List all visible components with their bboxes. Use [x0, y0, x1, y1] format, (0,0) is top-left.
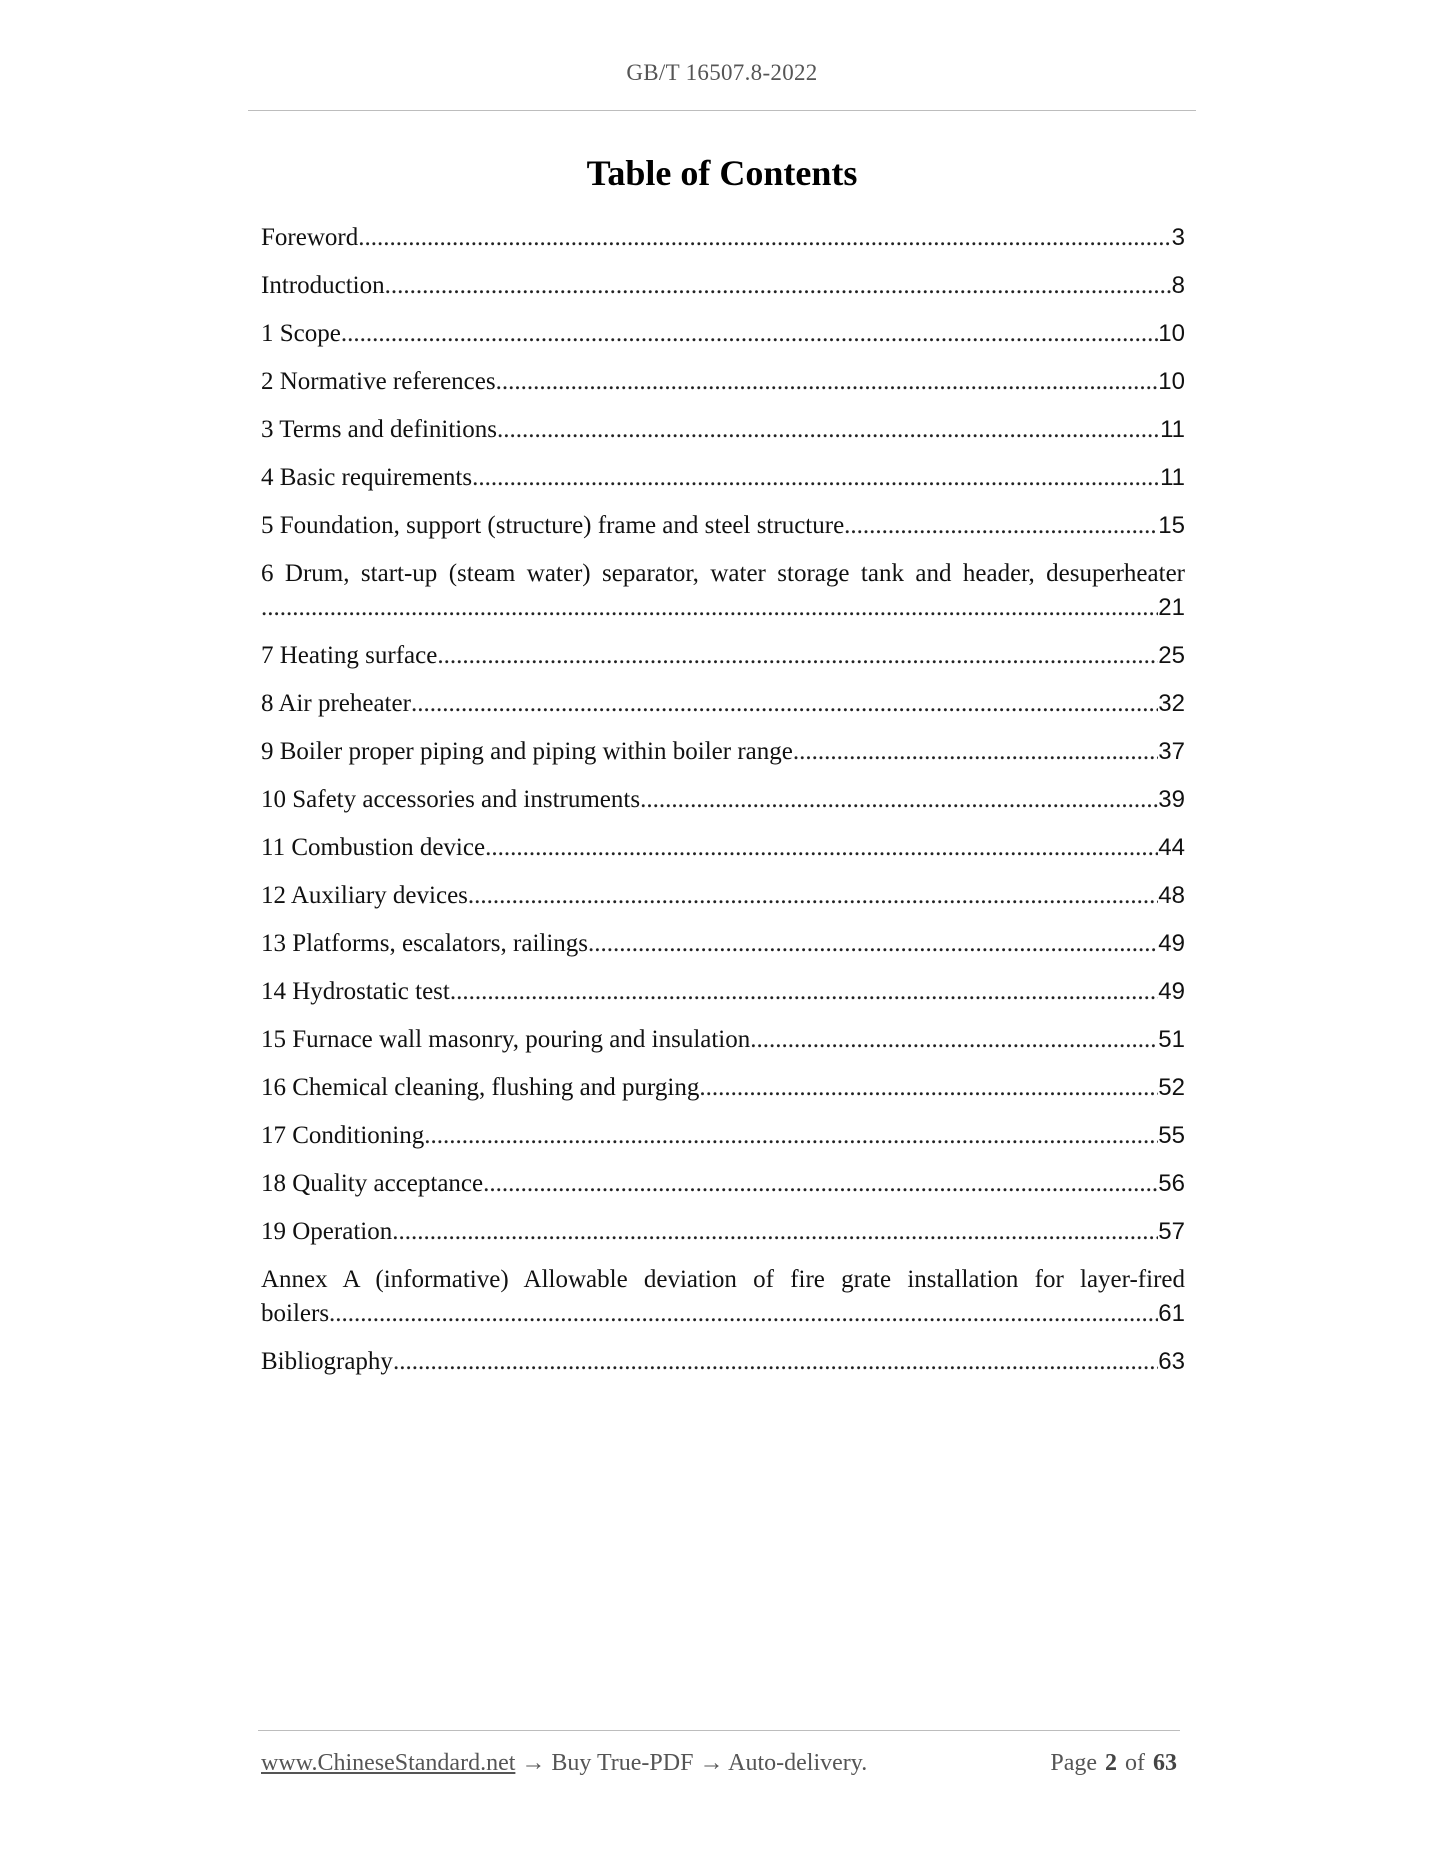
toc-entry-page: 21 — [1158, 594, 1185, 621]
toc-entry-title: 15 Furnace wall masonry, pouring and insulation — [261, 1026, 751, 1053]
dot-leader — [385, 269, 1172, 303]
dot-leader — [392, 1215, 1158, 1249]
toc-entry-safety-accessories[interactable] — [261, 783, 1185, 817]
toc-entry-title: 10 Safety accessories and instruments — [261, 786, 641, 813]
toc-entry-page: 61 — [1158, 1300, 1185, 1327]
toc-entry-title: 14 Hydrostatic test — [261, 978, 450, 1005]
toc-entry-operation[interactable] — [261, 1215, 1185, 1249]
dot-leader — [341, 317, 1158, 351]
toc-entry-hydrostatic-test[interactable] — [261, 975, 1185, 1009]
toc-entry-page: 39 — [1158, 786, 1185, 813]
toc-entry-introduction[interactable] — [261, 269, 1185, 303]
toc-entry-bibliography[interactable] — [261, 1345, 1185, 1379]
toc-entry-foundation[interactable] — [261, 509, 1185, 543]
toc-entry-title: 11 Combustion device — [261, 834, 486, 861]
toc-entry-title: 4 Basic requirements — [261, 464, 473, 491]
toc-entry-quality-acceptance[interactable] — [261, 1167, 1185, 1201]
toc-entry-title: 2 Normative references — [261, 368, 496, 395]
toc-entry-page: 44 — [1158, 834, 1185, 861]
toc-entry-page: 32 — [1158, 690, 1185, 717]
toc-entry-page: 63 — [1158, 1348, 1185, 1375]
toc-entry-page: 10 — [1158, 320, 1185, 347]
toc-entry-page: 52 — [1158, 1074, 1185, 1101]
toc-entry-foreword[interactable] — [261, 221, 1185, 255]
toc-entry-page: 11 — [1160, 416, 1185, 443]
arrow-right-icon: → — [699, 1750, 724, 1776]
toc-entry-platforms[interactable] — [261, 927, 1185, 961]
toc-entry-title: 13 Platforms, escalators, railings — [261, 930, 589, 957]
dot-leader — [750, 1023, 1158, 1057]
toc-entry-air-preheater[interactable] — [261, 687, 1185, 721]
page-title: Table of Contents — [586, 153, 858, 193]
footer-promo — [261, 1750, 867, 1777]
toc-entry-title: 7 Heating surface — [261, 642, 438, 669]
dot-leader — [588, 927, 1158, 961]
toc-entry-page: 3 — [1171, 224, 1185, 251]
dot-leader — [483, 1167, 1158, 1201]
dot-leader — [468, 879, 1158, 913]
toc-entry-page: 25 — [1158, 642, 1185, 669]
page-number — [1050, 1750, 1177, 1777]
total-pages: 63 — [1153, 1750, 1177, 1776]
toc-entry-page: 49 — [1158, 978, 1185, 1005]
dot-leader — [450, 975, 1158, 1009]
toc-entry-title: 9 Boiler proper piping and piping within boiler range — [261, 738, 793, 765]
toc-entry-annex-a[interactable] — [261, 1263, 1185, 1331]
dot-leader — [437, 639, 1158, 673]
toc-entry-page: 10 — [1158, 368, 1185, 395]
toc-entry-furnace-wall[interactable] — [261, 1023, 1185, 1057]
dot-leader — [496, 365, 1159, 399]
toc-entry-auxiliary-devices[interactable] — [261, 879, 1185, 913]
toc-entry-title: 8 Air preheater — [261, 690, 411, 717]
toc-entry-basic-requirements[interactable] — [261, 461, 1185, 495]
footer-divider — [258, 1730, 1180, 1731]
toc-entry-page: 51 — [1158, 1026, 1185, 1053]
dot-leader — [393, 1345, 1158, 1379]
toc-entry-title: 17 Conditioning — [261, 1122, 425, 1149]
arrow-right-icon: → — [521, 1750, 546, 1776]
toc-entry-conditioning[interactable] — [261, 1119, 1185, 1153]
toc-entry-title: 1 Scope — [261, 320, 341, 347]
toc-entry-scope[interactable] — [261, 317, 1185, 351]
buy-pdf-text: Buy True-PDF — [551, 1750, 694, 1776]
running-header: GB/T 16507.8-2022 — [626, 60, 818, 85]
toc-entry-page: 49 — [1158, 930, 1185, 957]
toc-entry-page: 37 — [1158, 738, 1185, 765]
toc-entry-drum[interactable] — [261, 557, 1185, 625]
toc-entry-title: 6 Drum, start-up (steam water) separator, water storage tank and header, desuperheater — [261, 560, 1185, 587]
toc-entry-heating-surface[interactable] — [261, 639, 1185, 673]
dot-leader — [485, 831, 1158, 865]
toc-entry-page: 11 — [1160, 464, 1185, 491]
of-label: of — [1125, 1750, 1145, 1776]
toc-entry-title: 3 Terms and definitions — [261, 416, 497, 443]
toc-entry-title: Introduction — [261, 272, 385, 299]
toc-entry-title: 19 Operation — [261, 1218, 393, 1245]
toc-entry-boiler-piping[interactable] — [261, 735, 1185, 769]
website-link[interactable]: www.ChineseStandard.net — [261, 1750, 516, 1776]
toc-entry-terms-and-definitions[interactable] — [261, 413, 1185, 447]
dot-leader — [793, 735, 1158, 769]
table-of-contents — [261, 221, 1185, 1393]
toc-entry-title: 5 Foundation, support (structure) frame and steel structure — [261, 512, 845, 539]
toc-entry-combustion-device[interactable] — [261, 831, 1185, 865]
dot-leader — [424, 1119, 1158, 1153]
page-label: Page — [1050, 1750, 1097, 1776]
dot-leader — [329, 1297, 1158, 1331]
dot-leader — [358, 221, 1171, 255]
dot-leader — [411, 687, 1158, 721]
toc-entry-title: Annex A (informative) Allowable deviation of fire grate installation for layer-fired — [261, 1266, 1185, 1293]
header-divider — [248, 110, 1196, 111]
current-page: 2 — [1105, 1750, 1117, 1776]
toc-entry-page: 55 — [1158, 1122, 1185, 1149]
dot-leader — [699, 1071, 1158, 1105]
toc-entry-title: 18 Quality acceptance — [261, 1170, 484, 1197]
toc-entry-title: Foreword — [261, 224, 359, 251]
toc-entry-title: Bibliography — [261, 1348, 393, 1375]
dot-leader — [261, 591, 1158, 625]
toc-entry-title: 12 Auxiliary devices — [261, 882, 468, 909]
toc-entry-page: 8 — [1171, 272, 1185, 299]
page-footer — [261, 1750, 1181, 1782]
toc-entry-normative-references[interactable] — [261, 365, 1185, 399]
toc-entry-page: 15 — [1158, 512, 1185, 539]
dot-leader — [640, 783, 1158, 817]
dot-leader — [472, 461, 1160, 495]
dot-leader — [844, 509, 1158, 543]
toc-entry-page: 56 — [1158, 1170, 1185, 1197]
auto-delivery-text: Auto-delivery. — [728, 1750, 868, 1776]
toc-entry-title-continued: boilers — [261, 1300, 330, 1327]
toc-entry-page: 48 — [1158, 882, 1185, 909]
toc-entry-page: 57 — [1158, 1218, 1185, 1245]
toc-entry-title: 16 Chemical cleaning, flushing and purging — [261, 1074, 700, 1101]
dot-leader — [497, 413, 1160, 447]
toc-entry-chemical-cleaning[interactable] — [261, 1071, 1185, 1105]
